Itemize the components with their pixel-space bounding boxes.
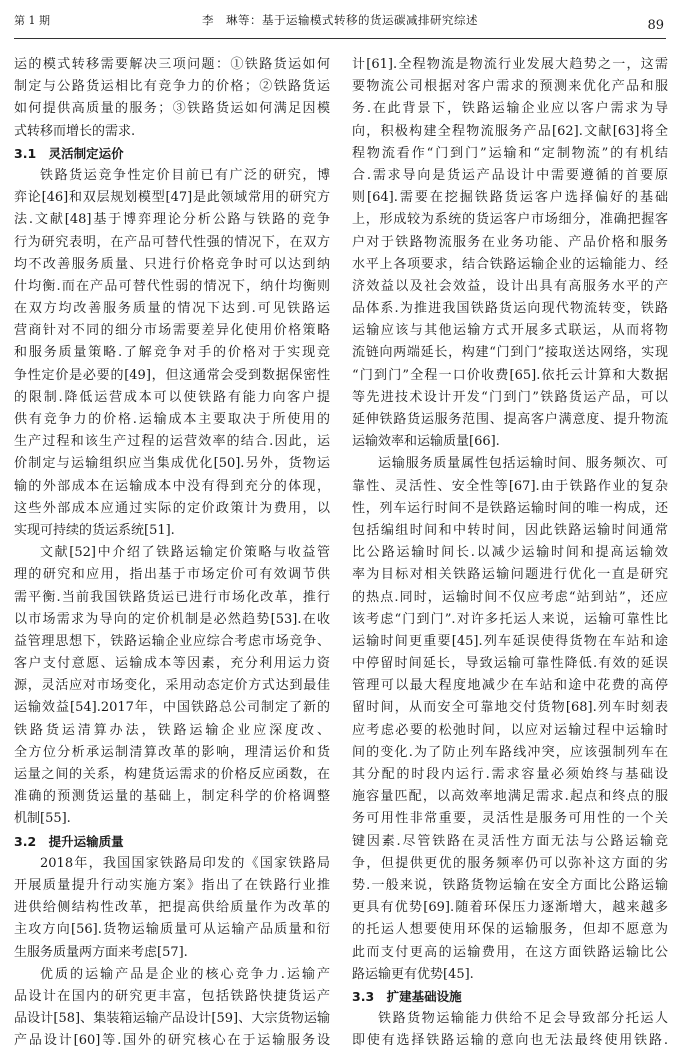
- text-line: 争性定价是必要的[49]，但这通常会受到数据保密性: [14, 367, 330, 383]
- text-line: 要物流公司根据对客户需求的预测来优化产品和服: [352, 79, 668, 95]
- text-line: 运量之间的关系，构建货运需求的价格反应函数，在: [14, 767, 330, 782]
- paragraph-end-line: 机制[55].: [14, 811, 71, 827]
- text-line: 均不改善服务质量、只进行价格竞争时可以达到纳: [14, 256, 330, 272]
- text-line: 争，但提供更优的服务频率仍可以弥补这方面的劣: [352, 855, 668, 871]
- text-line: 需平衡.当前我国铁路货运已进行市场化改革，推行: [14, 589, 330, 605]
- text-line: 该考虑“门到门”.对许多托运人来说，运输可靠性比: [352, 611, 668, 627]
- text-line: 什均衡.而在产品可替代性弱的情况下，纳什均衡则: [14, 278, 330, 294]
- text-line: 管理可以最大程度地减少在车站和途中花费的高停: [352, 678, 668, 694]
- paragraph-start-line: 铁路货物运输能力供给不足会导致部分托运人: [378, 1011, 668, 1027]
- text-line: 更具有优势[69].随着环保压力逐渐增大，越来越多: [352, 900, 668, 916]
- paragraph-start-line: 优质的运输产品是企业的核心竞争力.运输产: [40, 966, 330, 982]
- text-line: 键因素.尽管铁路在灵活性方面无法与公路运输竞: [352, 833, 668, 849]
- text-line: 准确的预测货运量的基础上，制定科学的价格调整: [14, 789, 330, 805]
- section-heading: 3.1 灵活制定运价: [14, 145, 124, 161]
- text-line: 行为研究表明，在产品可替代性强的情况下，在双方: [14, 234, 330, 250]
- text-line: 主攻方向[56].货物运输质量可从运输产品质量和衍: [14, 922, 330, 938]
- text-line: 进供给侧结构性改革，把提高供给质量作为改革的: [14, 900, 330, 916]
- text-line: 包括编组时间和中转时间，因此铁路运输时间通常: [352, 522, 668, 538]
- paragraph-start-line: 运输服务质量属性包括运输时间、服务频次、可: [378, 456, 668, 472]
- paragraph-end-line: 式转移而增长的需求.: [14, 123, 136, 139]
- text-line: 供有竞争力的价格.运输成本主要取决于所使用的: [14, 412, 330, 427]
- header-rule: [14, 38, 666, 39]
- paragraph-start-line: 文献[52]中介绍了铁路运输定价策略与收益管: [40, 545, 330, 561]
- running-title: 李 琳等：基于运输模式转移的货运碳减排研究综述: [202, 13, 478, 27]
- text-line: 即使有选择铁路运输的意向也无法最终使用铁路.: [352, 1033, 668, 1049]
- text-line: 济效益以及社会效益，设计出具有高服务水平的产: [352, 278, 668, 294]
- text-line: 营商针对不同的细分市场需要差异化使用价格策略: [14, 323, 330, 339]
- text-line: 其分配的时段内运行.需求容量必须始终与基础设: [352, 767, 668, 782]
- text-line: 生产过程和该生产过程的运营效率的结合.因此，运: [14, 434, 330, 450]
- text-line: 运输效益[54].2017年，中国铁路总公司制定了新的: [14, 700, 330, 716]
- text-line: “门到门”全程一口价收费[65].依托云计算和大数据: [352, 367, 668, 383]
- text-line: 产品设计[60]等.国外的研究核心在于运输服务设: [14, 1033, 330, 1049]
- text-line: 流链向两端延长，构建“门到门”接取送达网络，实现: [352, 345, 668, 361]
- text-line: 务.在此背景下，铁路运输企业应以客户需求为导: [352, 101, 668, 117]
- text-line: 铁路货运清算办法，铁路运输企业应深度改、: [14, 722, 330, 738]
- text-line: 全方位分析承运制清算改革的影响，理清运价和货: [14, 744, 330, 760]
- text-line: 理的研究和应用，指出基于市场定价可有效调节供: [14, 567, 330, 583]
- paragraph-end-line: 生服务质量两方面来考虑[57].: [14, 944, 188, 960]
- text-line: 运输应该与其他运输方式开展多式联运，从而将物: [352, 323, 668, 339]
- text-line: 延伸铁路货运服务范围、提高客户满意度、提升物流: [352, 412, 668, 427]
- text-line: 中停留时间延长，导致运输可靠性降低.有效的延误: [352, 656, 668, 672]
- text-line: 的限制.降低运营成本可以使铁路有能力向客户提: [14, 389, 330, 405]
- paragraph-end-line: 运输效率和运输质量[66].: [352, 434, 500, 450]
- page-number: 89: [647, 18, 664, 33]
- text-line: 品设计在国内的研究更丰富，包括铁路快捷货运产: [14, 988, 330, 1004]
- text-line: 程物流看作“门到门”运输和“定制物流”的有机结: [352, 145, 668, 161]
- paragraph-start-line: 2018年，我国国家铁路局印发的《国家铁路局: [40, 855, 330, 871]
- text-line: 制定与公路货运相比有竞争力的价格；②铁路货运: [14, 79, 330, 95]
- text-line: 留时间，从而安全可靠地交付货物[68].列车时刻表: [352, 700, 668, 716]
- text-line: 开展质量提升行动实施方案》指出了在铁路行业推: [14, 877, 330, 893]
- text-line: 应考虑必要的松弛时间，以应对运输过程中运输时: [352, 722, 668, 738]
- paragraph-end-line: 路运输更有优势[45].: [352, 966, 474, 982]
- text-line: 上，形成较为系统的货运客户市场细分，准确把握客: [352, 212, 668, 228]
- text-line: 的热点.同时，运输时间不仅应考虑“站到站”，还应: [352, 589, 668, 605]
- text-line: 合.需求导向是货运产品设计中需要遵循的首要原: [352, 167, 668, 183]
- left-column: [14, 54, 330, 1052]
- text-line: 间的变化.为了防止列车路线冲突，应该强制列车在: [352, 744, 668, 760]
- text-line: 运输时间更重要[45].列车延误使得货物在车站和途: [352, 633, 668, 649]
- text-line: 这些外部成本应通过实际的定价政策计为费用，以: [14, 500, 330, 516]
- paragraph-end-line: 实现可持续的货运系统[51].: [14, 522, 175, 538]
- text-line: 法.文献[48]基于博弈理论分析公路与铁路的竞争: [14, 212, 330, 228]
- text-line: 等先进技术设计开发“门到门”铁路货运产品，可以: [352, 389, 668, 405]
- section-heading: 3.2 提升运输质量: [14, 833, 124, 849]
- text-line: 此而支付更高的运输费用，在这方面铁路运输比公: [352, 944, 668, 960]
- text-line: 如何提供高质量的服务；③铁路货运如何满足因模: [14, 101, 330, 117]
- text-line: 运的模式转移需要解决三项问题：①铁路货运如何: [14, 57, 330, 72]
- text-line: 向，积极构建全程物流服务产品[62].文献[63]将全: [352, 123, 668, 139]
- text-line: 靠性、灵活性、安全性等[67].由于铁路作业的复杂: [352, 478, 668, 494]
- text-line: 户对于铁路物流服务在业务功能、产品价格和服务: [352, 234, 668, 250]
- text-line: 务可用性非常重要，灵活性是服务可用性的一个关: [352, 811, 668, 827]
- section-heading: 3.3 扩建基础设施: [352, 988, 462, 1004]
- text-line: 和服务质量策略.了解竞争对手的价格对于实现竞: [14, 345, 330, 361]
- text-line: 的托运人想要使用环保的运输服务，但却不愿意为: [352, 922, 668, 938]
- text-line: 势.一般来说，铁路货物运输在安全方面比公路运输: [352, 877, 668, 893]
- text-line: 源，灵活应对市场变化，采用动态定价方式达到最佳: [14, 678, 330, 694]
- right-column: [352, 54, 668, 1052]
- text-line: 计[61].全程物流是物流行业发展大趋势之一，这需: [352, 57, 668, 72]
- text-line: 性，列车运行时间不是铁路运输时间的唯一构成，还: [352, 500, 668, 516]
- text-line: 在双方均改善服务质量的情况下达到.可见铁路运: [14, 301, 330, 317]
- text-line: 率为目标对相关铁路运输问题进行优化一直是研究: [352, 567, 668, 583]
- text-line: 品设计[58]、集装箱运输产品设计[59]、大宗货物运输: [14, 1011, 330, 1027]
- text-line: 品体系.为推进我国铁路货运向现代物流转变，铁路: [352, 301, 668, 317]
- paragraph-start-line: 铁路货运竞争性定价目前已有广泛的研究，博: [40, 167, 330, 183]
- text-line: 比公路运输时间长.以减少运输时间和提高运输效: [352, 545, 668, 561]
- issue-number: 第 1 期: [14, 14, 50, 27]
- text-line: 价制定与运输组织应当集成优化[50].另外，货物运: [14, 456, 330, 472]
- text-line: 益管理思想下，铁路运输企业应综合考虑市场竞争、: [14, 633, 330, 649]
- text-line: 施容量匹配，以高效率地满足需求.起点和终点的服: [352, 789, 668, 805]
- page-header: [0, 0, 680, 36]
- text-line: 则[64].需要在挖掘铁路货运客户选择偏好的基础: [352, 190, 668, 206]
- text-line: 客户支付意愿、运输成本等因素，充分利用运力资: [14, 656, 330, 672]
- text-line: 弈论[46]和双层规划模型[47]是此领域常用的研究方: [14, 190, 330, 206]
- text-line: 以市场需求为导向的定价机制是必然趋势[53].在收: [14, 611, 330, 627]
- text-line: 输的外部成本在运输成本中没有得到充分的体现，: [14, 478, 330, 494]
- text-line: 水平上各项要求，结合铁路运输企业的运输能力、经: [352, 256, 668, 272]
